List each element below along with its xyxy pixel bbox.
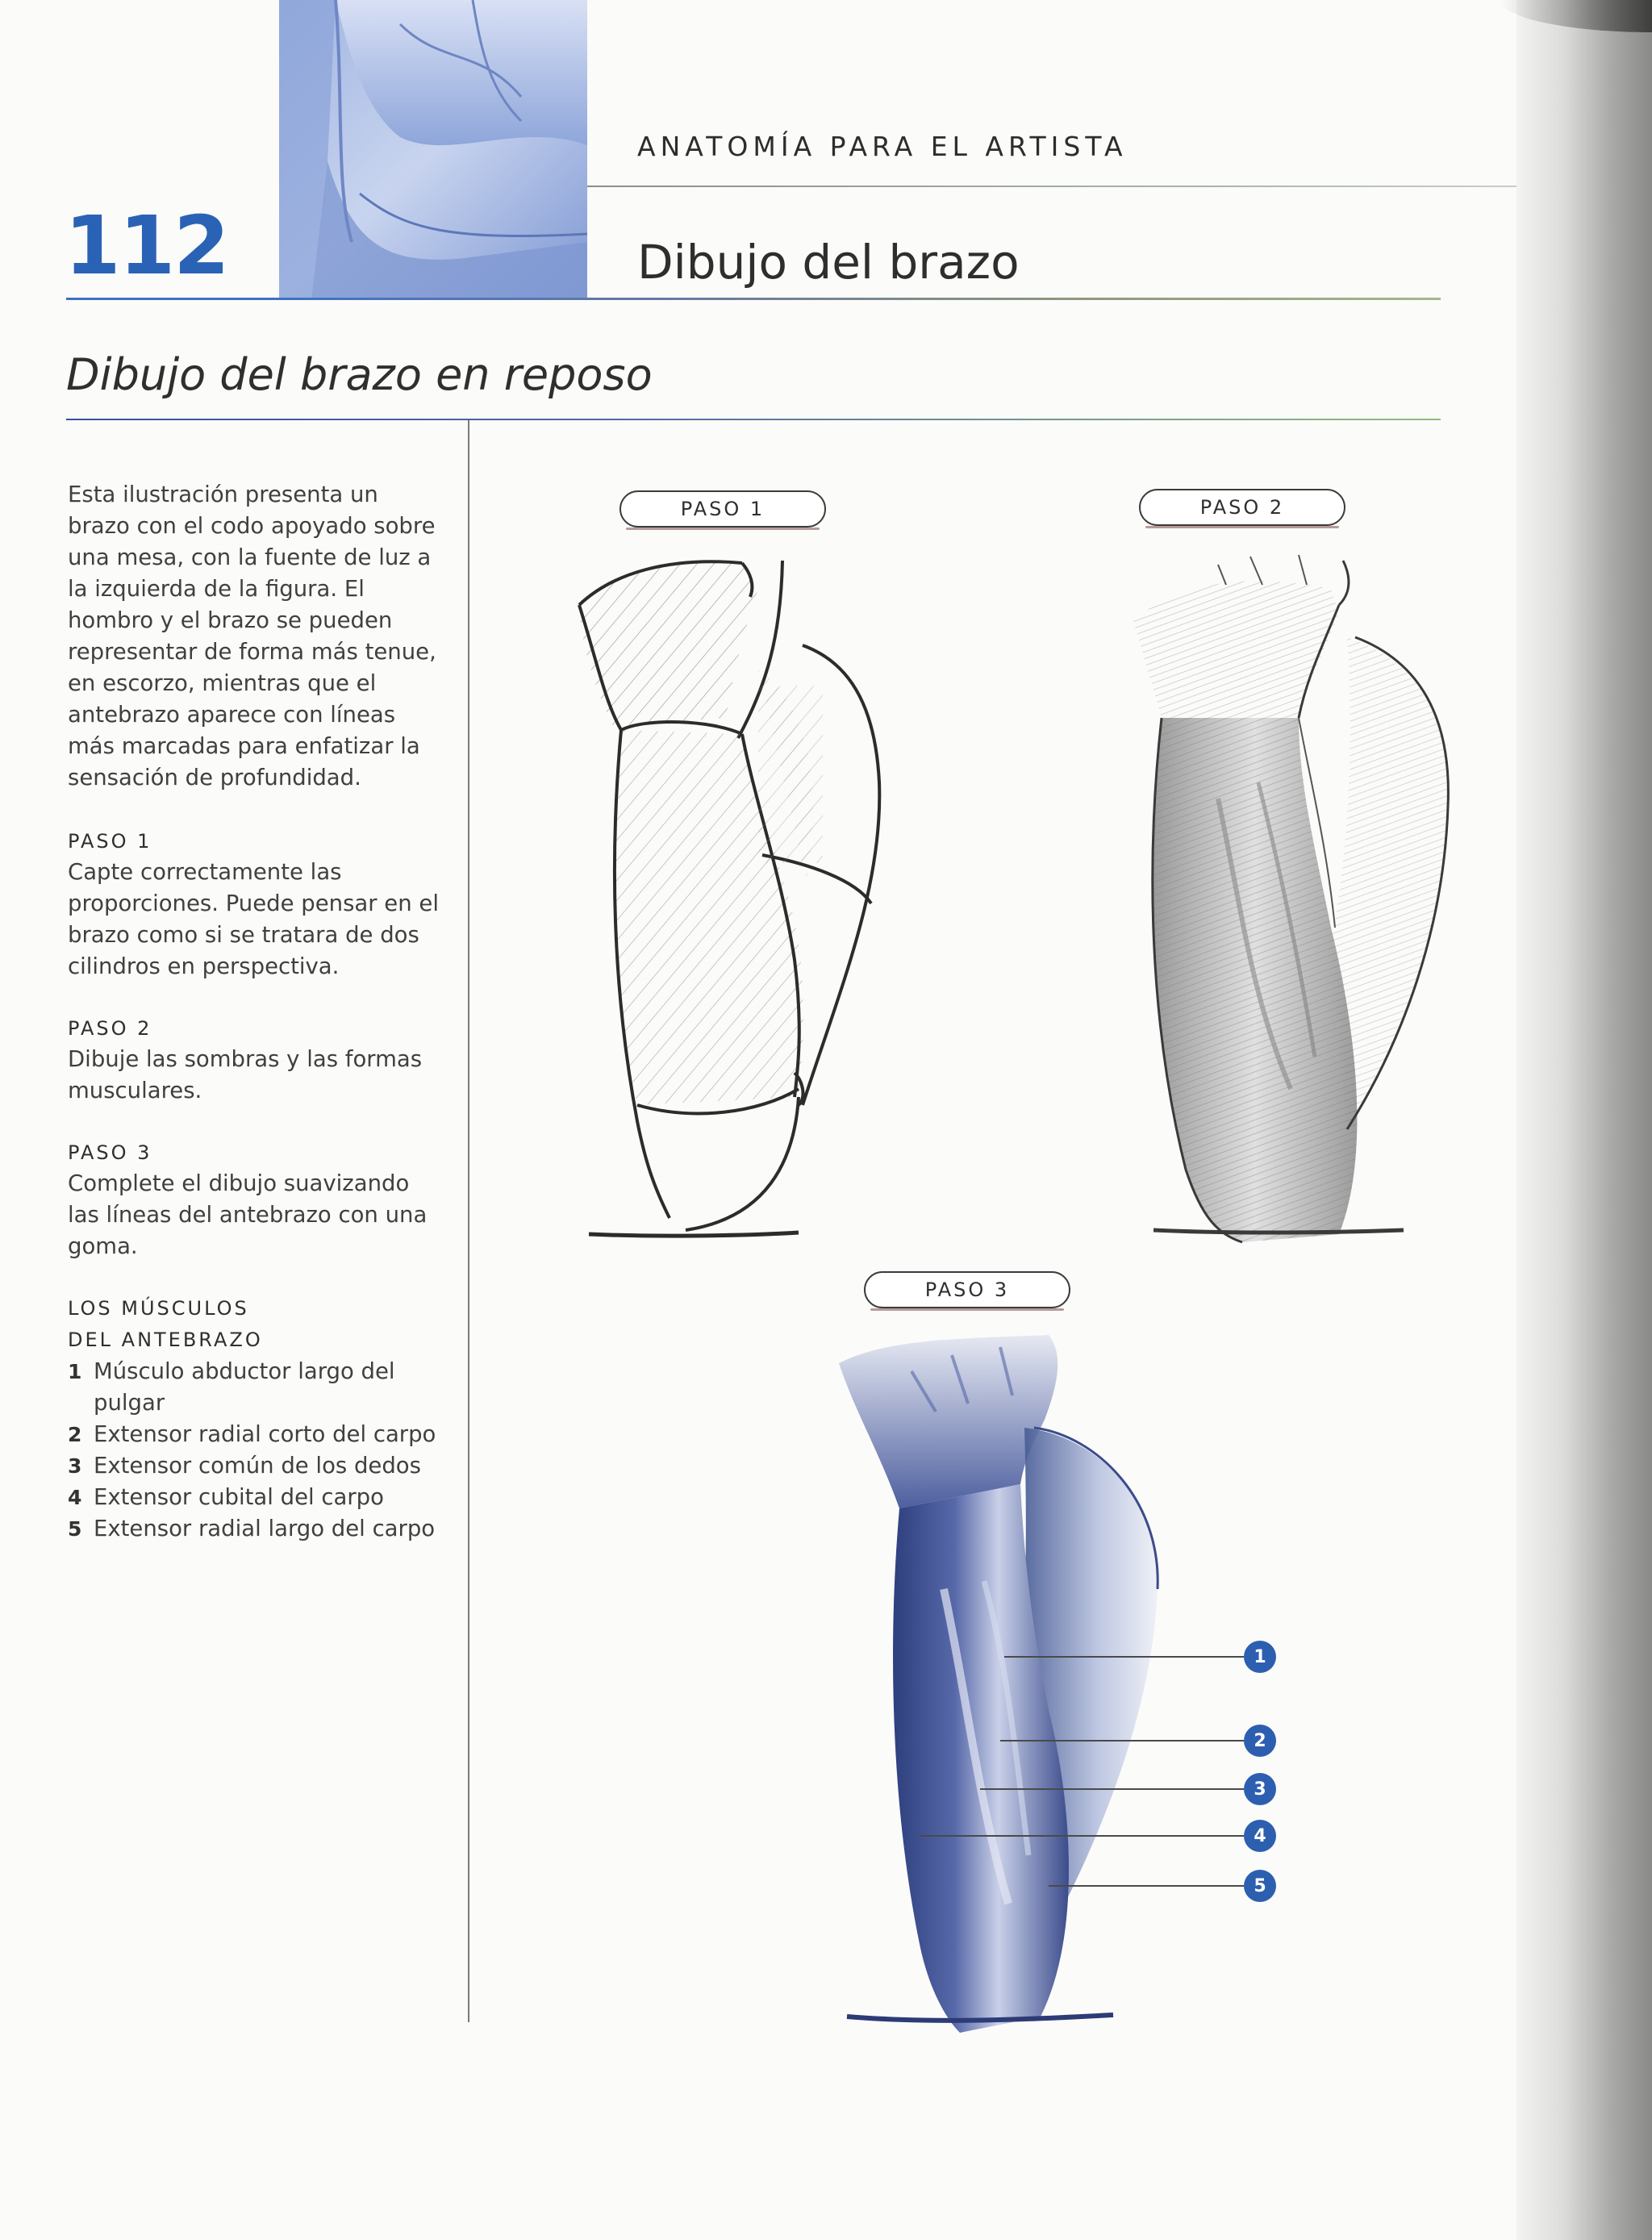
list-number: 2 bbox=[68, 1423, 82, 1446]
text-column bbox=[68, 479, 447, 1545]
section-rule bbox=[66, 419, 1441, 420]
step-body: Dibuje las sombras y las formas musculares. bbox=[68, 1046, 423, 1103]
step-3-label: PASO 3 bbox=[864, 1271, 1070, 1308]
step-body: Capte correctamente las proporciones. Puede pensar en el brazo como si se tratara de dos cilindros en perspectiva. bbox=[68, 859, 439, 979]
list-number: 5 bbox=[68, 1517, 82, 1541]
list-item bbox=[68, 1450, 447, 1482]
list-number: 1 bbox=[68, 1360, 82, 1383]
step-2-drawing bbox=[1129, 540, 1468, 1258]
callout-marker: 5 bbox=[1244, 1870, 1276, 1902]
chapter-rule bbox=[66, 298, 1441, 300]
step-1-drawing bbox=[565, 540, 920, 1258]
callout-marker: 3 bbox=[1244, 1773, 1276, 1805]
list-text: Extensor radial largo del carpo bbox=[94, 1516, 436, 1541]
page-gutter-shadow bbox=[1516, 0, 1652, 2240]
list-number: 4 bbox=[68, 1486, 82, 1509]
callout-marker: 2 bbox=[1244, 1725, 1276, 1757]
list-text: Extensor cubital del carpo bbox=[94, 1484, 384, 1510]
list-item bbox=[68, 1419, 447, 1450]
callout-marker: 1 bbox=[1244, 1641, 1276, 1673]
page-number: 112 bbox=[65, 198, 228, 293]
list-text: Extensor radial corto del carpo bbox=[94, 1421, 436, 1447]
step-body: Complete el dibujo suavizando las líneas del antebrazo con una goma. bbox=[68, 1170, 428, 1259]
step-heading: PASO 1 bbox=[68, 830, 152, 853]
header-illustration bbox=[279, 0, 587, 298]
list-item bbox=[68, 1482, 447, 1513]
step-heading: PASO 3 bbox=[68, 1141, 152, 1164]
callout-marker: 4 bbox=[1244, 1820, 1276, 1852]
section-title: Dibujo del brazo en reposo bbox=[66, 349, 653, 400]
step-3-drawing bbox=[823, 1323, 1186, 2041]
step-2-label: PASO 2 bbox=[1139, 489, 1345, 526]
step-1-label: PASO 1 bbox=[620, 490, 826, 528]
list-item bbox=[68, 1513, 447, 1545]
intro-paragraph: Esta ilustración presenta un brazo con el codo apoyado sobre una mesa, con la fuente de luz a la izquierda de la figura. El hombro y el brazo se pueden representar de forma más tenue, en escorzo, mientras que el antebrazo aparece con líneas más marcadas para enfatizar la sensación de profundidad. bbox=[68, 482, 436, 790]
header-rule bbox=[587, 186, 1516, 187]
muscles-heading: LOS MÚSCULOS bbox=[68, 1297, 249, 1320]
list-text: Músculo abductor largo del pulgar bbox=[94, 1358, 395, 1416]
chapter-title: Dibujo del brazo bbox=[637, 235, 1020, 290]
step-heading: PASO 2 bbox=[68, 1017, 152, 1040]
running-title: ANATOMÍA PARA EL ARTISTA bbox=[637, 131, 1128, 162]
muscles-heading: DEL ANTEBRAZO bbox=[68, 1329, 263, 1351]
muscle-list bbox=[68, 1356, 447, 1545]
column-divider bbox=[468, 420, 469, 2022]
list-text: Extensor común de los dedos bbox=[94, 1453, 421, 1479]
list-item bbox=[68, 1356, 447, 1419]
list-number: 3 bbox=[68, 1454, 82, 1478]
